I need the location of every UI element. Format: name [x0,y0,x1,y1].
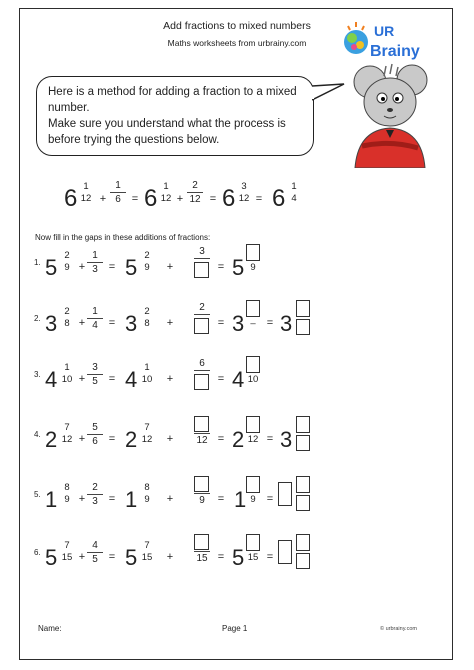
answer-box-numerator[interactable] [246,244,260,261]
answer-box-numerator[interactable] [296,476,310,493]
answer-box-whole[interactable] [278,482,292,506]
method-explanation: Here is a method for adding a fraction to a mixed number. Make sure you understand what the process is before trying the questions below. [48,86,297,146]
name-label: Name: [38,624,62,633]
answer-box-numerator[interactable] [246,534,260,551]
copyright-text: © urbrainy.com [380,626,417,632]
answer-box-denominator[interactable] [296,319,310,335]
answer-box-numerator[interactable] [296,300,310,317]
answer-box-denominator[interactable] [194,318,209,334]
answer-box-whole[interactable] [278,540,292,564]
instructions-text: Now fill in the gaps in these additions of fractions: [35,233,211,242]
mouse-mascot-illustration [300,58,440,168]
answer-box-numerator[interactable] [296,416,310,433]
answer-box-denominator[interactable] [194,262,209,278]
urbrainy-logo [340,14,432,62]
answer-box-denominator[interactable] [296,435,310,451]
logo-ur-text: UR [374,23,395,39]
answer-box-numerator[interactable] [246,356,260,373]
answer-box-numerator[interactable] [246,300,260,317]
answer-box-numerator[interactable] [246,416,260,433]
page-number: Page 1 [222,624,248,633]
logo-brainy-text: Brainy [370,43,420,60]
answer-box-numerator[interactable] [194,416,209,432]
answer-box-denominator[interactable] [296,495,310,511]
answer-box-numerator[interactable] [194,476,209,492]
answer-box-denominator[interactable] [296,553,310,569]
worksheet-subtitle: Maths worksheets from urbrainy.com [167,38,307,48]
answer-box-numerator[interactable] [246,476,260,493]
answer-box-numerator[interactable] [296,534,310,551]
answer-box-numerator[interactable] [194,534,209,550]
worksheet-title: Add fractions to mixed numbers [163,20,311,32]
answer-box-denominator[interactable] [194,374,209,390]
